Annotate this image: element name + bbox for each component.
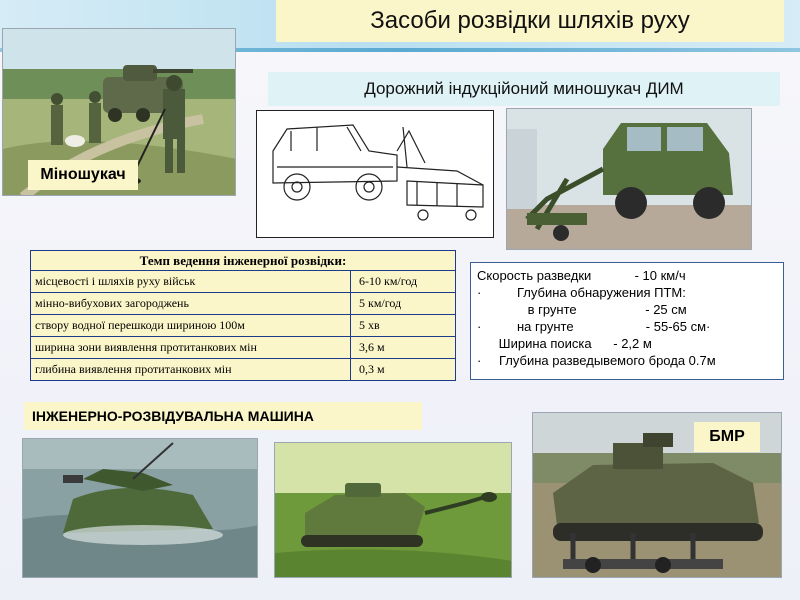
dim-sketch-image [257,111,494,238]
specs-text: Глубина разведывемого брода 0.7м [499,353,716,368]
tempo-table-header-row [31,251,456,271]
specs-line [477,352,777,369]
specs-line [477,284,777,301]
specs-text: Ширина поиска - 2,2 м [477,336,652,351]
dim-subtitle: Дорожний індукційоний миношукач ДИМ [268,72,780,106]
table-cell-value: 0,3 м [351,359,456,381]
specs-line [477,318,777,335]
dim-photo-image [507,109,752,250]
minesweeper-label: Міношукач [28,160,138,190]
specs-line [477,301,777,318]
specs-line [477,267,777,284]
table-row [31,359,456,381]
ierm-field-photo-image [275,443,512,578]
table-row [31,337,456,359]
table-cell-value: 3,6 м [351,337,456,359]
specs-text: в грунте - 25 см [477,302,687,317]
specs-text: Скорость разведки - 10 км/ч [477,268,686,283]
dim-photo [506,108,752,250]
table-row [31,293,456,315]
table-cell-name: ширина зони виявлення протитанкових мін [31,337,351,359]
table-cell-value: 5 хв [351,315,456,337]
table-cell-value: 5 км/год [351,293,456,315]
bullet: · [477,353,482,368]
table-cell-name: місцевості і шляхів руху військ [31,271,351,293]
table-cell-value: 6-10 км/год [351,271,456,293]
bullet: · [477,285,482,300]
table-row [31,271,456,293]
tempo-table [30,250,456,381]
ierm-water-photo-image [23,439,258,578]
dim-sketch [256,110,494,238]
ierm-water-photo [22,438,258,578]
specs-text: на грунте - 55-65 см· [517,319,711,334]
bmr-label: БМР [694,422,760,452]
table-row [31,315,456,337]
specs-line [477,335,777,352]
page-title: Засоби розвідки шляхів руху [276,0,784,42]
table-cell-name: глибина виявлення протитанкових мін [31,359,351,381]
bullet: · [477,319,482,334]
specs-box [470,262,784,380]
ierm-field-photo [274,442,512,578]
table-cell-name: створу водної перешкоди шириною 100м [31,315,351,337]
specs-text: Глубина обнаружения ПТМ: [517,285,686,300]
ierm-section-label: ІНЖЕНЕРНО-РОЗВІДУВАЛЬНА МАШИНА [24,402,422,430]
tempo-table-header: Темп ведення інженерної розвідки: [31,251,456,271]
table-cell-name: мінно-вибухових загороджень [31,293,351,315]
